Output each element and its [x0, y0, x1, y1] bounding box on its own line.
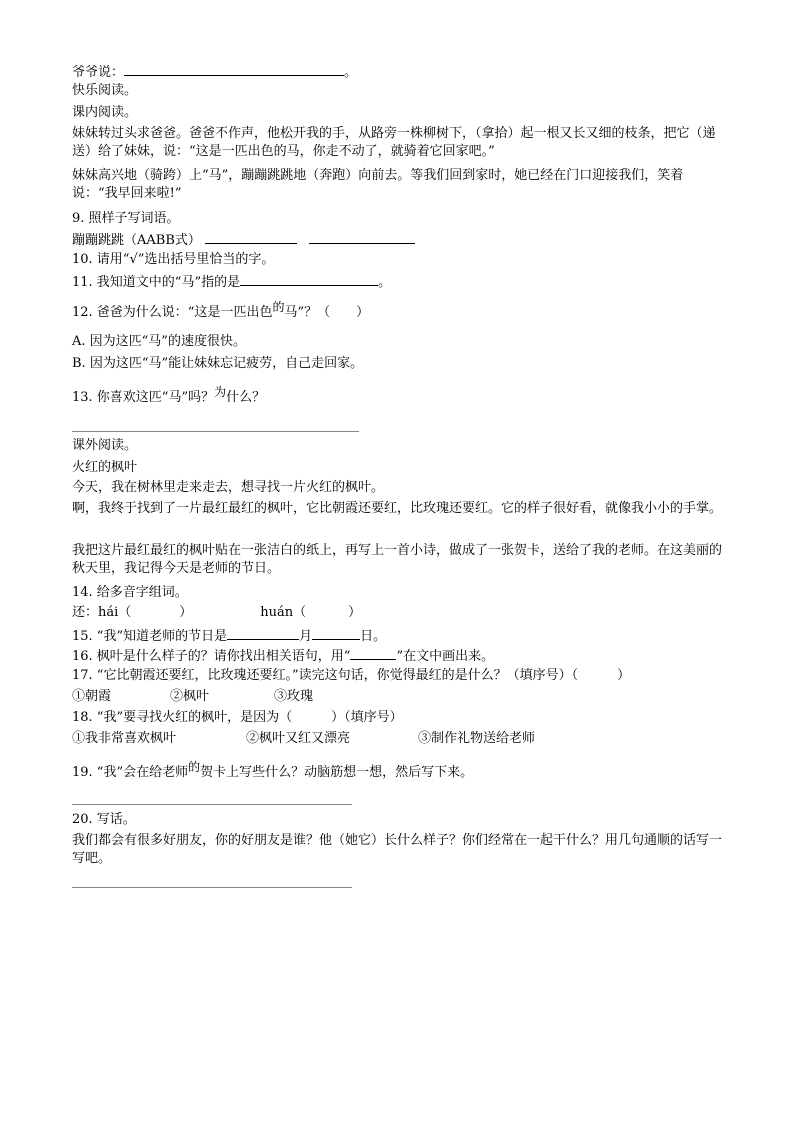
passage-title: 火红的枫叶 [72, 460, 138, 475]
question-11 [72, 272, 391, 292]
question-20: 20. 写话。 [72, 812, 136, 827]
question-12 [72, 300, 370, 322]
answer-blank[interactable] [240, 272, 378, 286]
answer-blank[interactable] [309, 230, 415, 244]
raised-char: 的 [188, 760, 201, 774]
label: 蹦蹦跳跳（AABB式） [72, 233, 201, 248]
label: 还：hái（ [72, 605, 132, 620]
question-14: 14. 给多音字组词。 [72, 585, 188, 600]
question-18: 18. “我”要寻找火红的枫叶，是因为（ ）（填序号） [72, 710, 403, 725]
answer-blank[interactable] [312, 626, 360, 640]
line-grandpa [72, 62, 357, 82]
question-10: 10. 请用“√”选出括号里恰当的字。 [72, 252, 275, 267]
answer-line-13[interactable] [72, 431, 359, 432]
passage-paragraph-3: 今天，我在树林里走来走去，想寻找一片火红的枫叶。 [72, 480, 385, 495]
raised-char: 为 [214, 385, 227, 399]
passage-paragraph-1: 妹妹转过头求爸爸。爸爸不作声，他松开我的手，从路旁一株柳树下，（拿拾）起一根又长又细的枝条，把它（递送）给了妹妹，说：“这是一匹出色的马，你走不动了，就骑着它回家吧。” [72, 126, 716, 159]
label: 贺卡上写些什么？动脑筋想一想，然后写下来。 [200, 765, 474, 780]
question-15 [72, 626, 386, 646]
label: ”在文中画出来。 [396, 649, 495, 664]
label: 日。 [360, 629, 387, 644]
label: 13. 你喜欢这匹“马”吗？ [72, 390, 215, 405]
option-1: ①我非常喜欢枫叶 [72, 731, 177, 746]
label: 月 [299, 629, 313, 644]
option-12-b: B. 因为这匹“马”能让妹妹忘记疲劳，自己走回家。 [72, 356, 364, 371]
option-2: ②枫叶 [170, 689, 210, 704]
option-12-a: A. 因为这匹“马”的速度很快。 [72, 334, 246, 349]
passage-paragraph-4: 啊，我终于找到了一片最红最红的枫叶，它比朝霞还要红，比玫瑰还要红。它的样子很好看，就像我小小的手掌。 [72, 501, 723, 516]
answer-line-20[interactable] [72, 887, 352, 888]
label: 15. “我”知道老师的节日是 [72, 629, 228, 644]
question-13 [72, 385, 266, 407]
underline-sample [350, 646, 396, 660]
label: 19. “我”会在给老师 [72, 765, 189, 780]
option-1: ①朝霞 [72, 689, 112, 704]
label: 马”？（ ） [284, 305, 370, 320]
option-3: ③制作礼物送给老师 [418, 731, 536, 746]
label: 12. 爸爸为什么说：“这是一匹出色 [72, 305, 273, 320]
raised-char: 的 [272, 300, 285, 314]
answer-line-19[interactable] [72, 804, 352, 805]
passage-paragraph-5: 我把这片最红最红的枫叶贴在一张洁白的纸上，再写上一首小诗，做成了一张贺卡，送给了我的老师。在这美丽的秋天里，我记得今天是老师的节日。 [72, 543, 723, 576]
label: 什么？ [226, 390, 266, 405]
answer-blank[interactable] [205, 230, 297, 244]
heading-extracurricular-reading: 课外阅读。 [72, 438, 138, 453]
question-9: 9. 照样子写词语。 [72, 211, 180, 226]
label: ） [179, 605, 193, 620]
label: 16. 枫叶是什么样子的？请你找出相关语句，用“ [72, 649, 351, 664]
question-9-line [72, 230, 415, 250]
answer-blank[interactable] [227, 626, 299, 640]
writing-prompt: 我们都会有很多好朋友，你的好朋友是谁？他（她它）长什么样子？你们经常在一起干什么？用几句通顺的话写一写吧。 [72, 833, 723, 866]
label: ） [348, 605, 362, 620]
option-3: ③玫瑰 [274, 689, 314, 704]
label: 爷爷说： [72, 65, 125, 80]
passage-paragraph-2: 妹妹高兴地（骑跨）上“马”，蹦蹦跳跳地（奔跑）向前去。等我们回到家时，她已经在门口迎接我们，笑着说：“我早回来啦!” [72, 168, 684, 201]
label: 11. 我知道文中的“马”指的是 [72, 275, 241, 290]
heading-happy-reading: 快乐阅读。 [72, 83, 138, 98]
option-2: ②枫叶又红又漂亮 [246, 731, 351, 746]
period: 。 [378, 275, 392, 290]
question-17: 17. “它比朝霞还要红，比玫瑰还要红。”读完这句话，你觉得最红的是什么？（填序号）（ ） [72, 668, 631, 683]
label: huán（ [260, 605, 307, 620]
heading-in-class-reading: 课内阅读。 [72, 105, 138, 120]
period: 。 [344, 65, 358, 80]
blank-line[interactable] [124, 62, 344, 76]
question-14-line [72, 604, 361, 622]
question-18-options [72, 730, 535, 748]
question-17-options [72, 688, 313, 706]
question-16 [72, 646, 494, 666]
question-19 [72, 760, 474, 782]
